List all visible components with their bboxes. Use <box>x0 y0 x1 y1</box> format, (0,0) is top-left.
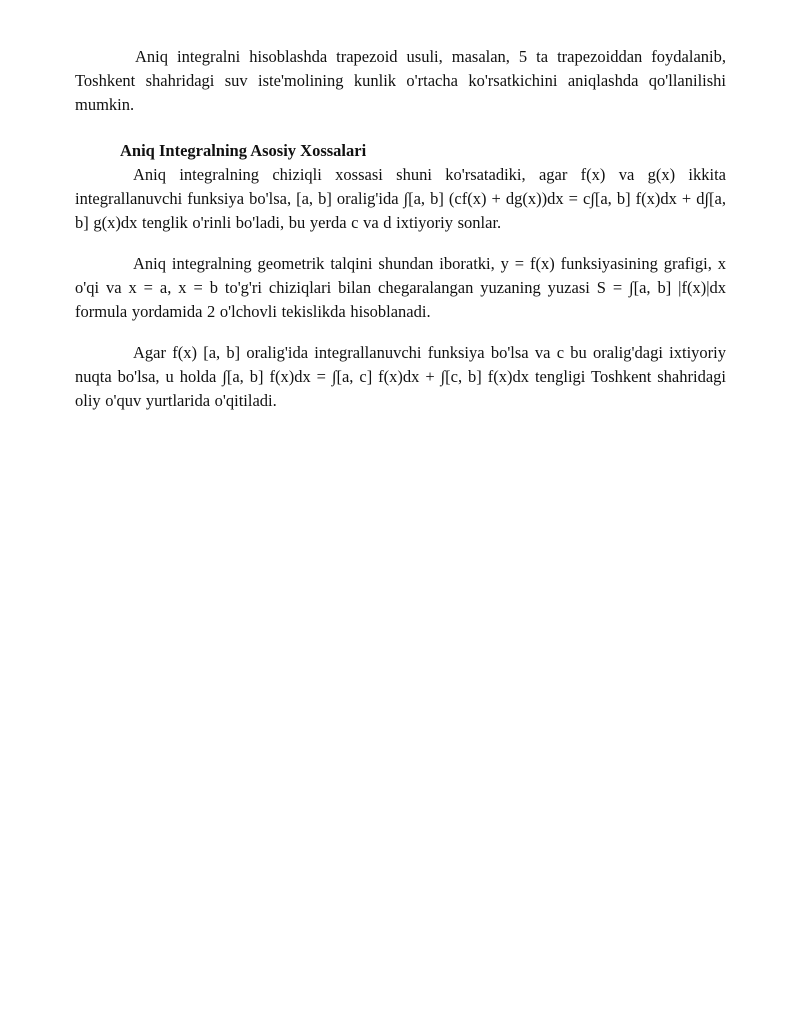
geometric-interpretation-paragraph: Aniq integralning geometrik talqini shundan iboratki, y = f(x) funksiyasining grafigi, x o'qi va x = a, x = b to'g'ri chiziqlari bilan chegaralangan yuzaning yuzasi S = ∫[a, b] |f(x)|dx formula yordamida 2 o'lchovli tekislikda hisoblanadi. <box>75 254 726 321</box>
section-heading: Aniq Integralning Asosiy Xossalari <box>120 141 367 160</box>
linearity-paragraph: Aniq integralning chiziqli xossasi shuni ko'rsatadiki, agar f(x) va g(x) ikkita integrallanuvchi funksiya bo'lsa, [a, b] oralig'ida ∫[a, b] (cf(x) + dg(x))dx = c∫[a, b] f(x)dx + d∫[a, b] g(x)dx tenglik o'rinli bo'ladi, bu yerda c va d ixtiyoriy sonlar. <box>75 165 726 232</box>
document-page <box>75 45 726 413</box>
additivity-paragraph: Agar f(x) [a, b] oralig'ida integrallanuvchi funksiya bo'lsa va c bu oralig'dagi ixtiyoriy nuqta bo'lsa, u holda ∫[a, b] f(x)dx = ∫[a, c] f(x)dx + ∫[c, b] f(x)dx tengligi Toshkent shahridagi oliy o'quv yurtlarida o'qitiladi. <box>75 343 726 410</box>
intro-paragraph: Aniq integralni hisoblashda trapezoid usuli, masalan, 5 ta trapezoiddan foydalanib, Toshkent shahridagi suv iste'molining kunlik o'rtacha ko'rsatkichini aniqlashda qo'llanilishi mumkin. <box>75 47 726 114</box>
